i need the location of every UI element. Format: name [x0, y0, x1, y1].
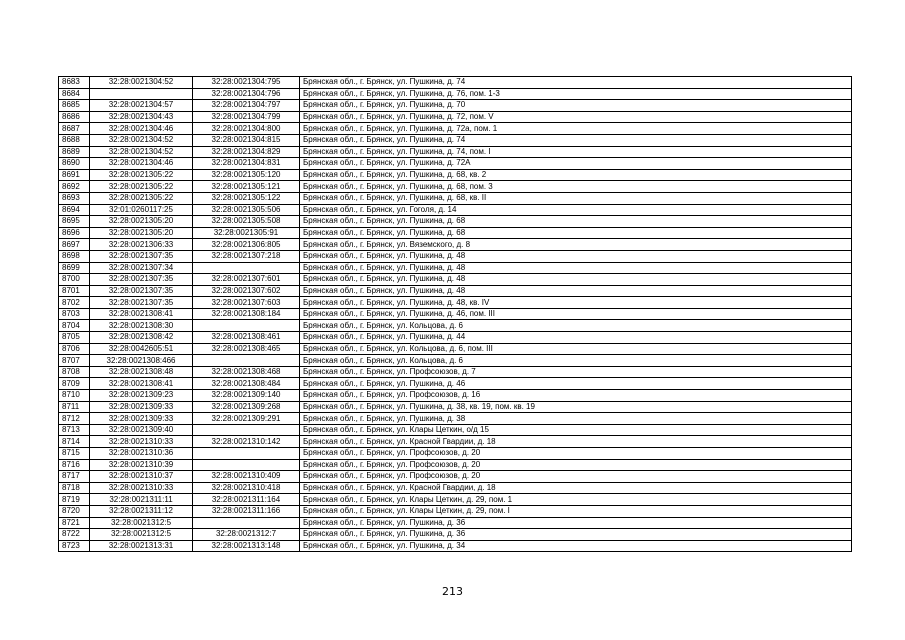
parcel-number-cell: 32:28:0021309:33: [90, 401, 193, 413]
parcel-number-cell: 32:28:0021307:34: [90, 262, 193, 274]
address-cell: Брянская обл., г. Брянск, ул. Пушкина, д. 44: [300, 332, 852, 344]
address-cell: Брянская обл., г. Брянск, ул. Профсоюзов, д. 20: [300, 448, 852, 460]
parcel-number-cell: 32:28:0021308:42: [90, 332, 193, 344]
table-row: [59, 366, 852, 378]
address-cell: Брянская обл., г. Брянск, ул. Пушкина, д. 68: [300, 216, 852, 228]
row-number-cell: 8695: [59, 216, 90, 228]
address-cell: Брянская обл., г. Брянск, ул. Пушкина, д. 38: [300, 413, 852, 425]
building-number-cell: 32:28:0021307:218: [193, 250, 300, 262]
address-cell: Брянская обл., г. Брянск, ул. Пушкина, д. 48: [300, 274, 852, 286]
building-number-cell: 32:28:0021308:184: [193, 308, 300, 320]
table-row: [59, 227, 852, 239]
parcel-number-cell: 32:28:0021305:22: [90, 192, 193, 204]
address-cell: Брянская обл., г. Брянск, ул. Красной Гвардии, д. 18: [300, 482, 852, 494]
row-number-cell: 8711: [59, 401, 90, 413]
parcel-number-cell: [90, 88, 193, 100]
address-cell: Брянская обл., г. Брянск, ул. Пушкина, д. 68: [300, 227, 852, 239]
parcel-number-cell: 32:28:0021310:39: [90, 459, 193, 471]
table-row: [59, 424, 852, 436]
row-number-cell: 8714: [59, 436, 90, 448]
parcel-number-cell: 32:28:0021308:41: [90, 308, 193, 320]
table-row: [59, 378, 852, 390]
parcel-number-cell: 32:28:0021307:35: [90, 274, 193, 286]
building-number-cell: 32:28:0021304:800: [193, 123, 300, 135]
parcel-number-cell: 32:28:0021305:22: [90, 169, 193, 181]
address-cell: Брянская обл., г. Брянск, ул. Пушкина, д. 72а, пом. 1: [300, 123, 852, 135]
table-row: [59, 471, 852, 483]
parcel-number-cell: 32:28:0021309:33: [90, 413, 193, 425]
table-row: [59, 250, 852, 262]
row-number-cell: 8692: [59, 181, 90, 193]
building-number-cell: 32:28:0021305:91: [193, 227, 300, 239]
building-number-cell: [193, 320, 300, 332]
building-number-cell: 32:28:0021309:268: [193, 401, 300, 413]
table-row: [59, 308, 852, 320]
records-table: [58, 76, 852, 552]
row-number-cell: 8707: [59, 355, 90, 367]
address-cell: Брянская обл., г. Брянск, ул. Кольцова, д. 6: [300, 320, 852, 332]
address-cell: Брянская обл., г. Брянск, ул. Пушкина, д. 36: [300, 529, 852, 541]
building-number-cell: 32:28:0021304:829: [193, 146, 300, 158]
address-cell: Брянская обл., г. Брянск, ул. Пушкина, д. 34: [300, 540, 852, 552]
table-row: [59, 158, 852, 170]
address-cell: Брянская обл., г. Брянск, ул. Вяземского, д. 8: [300, 239, 852, 251]
table-row: [59, 239, 852, 251]
table-row: [59, 529, 852, 541]
building-number-cell: 32:28:0021310:409: [193, 471, 300, 483]
building-number-cell: 32:28:0021304:815: [193, 134, 300, 146]
row-number-cell: 8721: [59, 517, 90, 529]
table-row: [59, 262, 852, 274]
parcel-number-cell: 32:28:0021308:466: [90, 355, 193, 367]
parcel-number-cell: 32:28:0021305:20: [90, 227, 193, 239]
row-number-cell: 8687: [59, 123, 90, 135]
parcel-number-cell: 32:28:0021310:36: [90, 448, 193, 460]
parcel-number-cell: 32:28:0021308:41: [90, 378, 193, 390]
parcel-number-cell: 32:28:0021304:52: [90, 77, 193, 89]
parcel-number-cell: 32:28:0021307:35: [90, 285, 193, 297]
address-cell: Брянская обл., г. Брянск, ул. Клары Цеткин, д. 29, пом. 1: [300, 494, 852, 506]
row-number-cell: 8722: [59, 529, 90, 541]
table-row: [59, 88, 852, 100]
building-number-cell: 32:28:0021304:796: [193, 88, 300, 100]
parcel-number-cell: 32:28:0021304:52: [90, 146, 193, 158]
row-number-cell: 8686: [59, 111, 90, 123]
table-row: [59, 134, 852, 146]
building-number-cell: 32:28:0021308:468: [193, 366, 300, 378]
address-cell: Брянская обл., г. Брянск, ул. Пушкина, д. 48, кв. IV: [300, 297, 852, 309]
table-row: [59, 390, 852, 402]
table-row: [59, 169, 852, 181]
building-number-cell: [193, 448, 300, 460]
building-number-cell: 32:28:0021311:166: [193, 505, 300, 517]
table-row: [59, 111, 852, 123]
parcel-number-cell: 32:28:0021310:33: [90, 436, 193, 448]
row-number-cell: 8719: [59, 494, 90, 506]
building-number-cell: 32:28:0021308:461: [193, 332, 300, 344]
row-number-cell: 8705: [59, 332, 90, 344]
building-number-cell: 32:28:0021309:291: [193, 413, 300, 425]
building-number-cell: 32:28:0021304:797: [193, 100, 300, 112]
building-number-cell: 32:28:0021313:148: [193, 540, 300, 552]
row-number-cell: 8710: [59, 390, 90, 402]
parcel-number-cell: 32:28:0021311:11: [90, 494, 193, 506]
building-number-cell: 32:28:0021304:799: [193, 111, 300, 123]
address-cell: Брянская обл., г. Брянск, ул. Пушкина, д. 36: [300, 517, 852, 529]
building-number-cell: [193, 459, 300, 471]
address-cell: Брянская обл., г. Брянск, ул. Пушкина, д. 46, пом. III: [300, 308, 852, 320]
building-number-cell: 32:28:0021305:121: [193, 181, 300, 193]
table-row: [59, 181, 852, 193]
parcel-number-cell: 32:28:0021305:20: [90, 216, 193, 228]
parcel-number-cell: 32:28:0021312:5: [90, 517, 193, 529]
building-number-cell: 32:28:0021312:7: [193, 529, 300, 541]
row-number-cell: 8715: [59, 448, 90, 460]
parcel-number-cell: 32:28:0021311:12: [90, 505, 193, 517]
table-row: [59, 436, 852, 448]
address-cell: Брянская обл., г. Брянск, ул. Пушкина, д. 38, кв. 19, пом. кв. 19: [300, 401, 852, 413]
row-number-cell: 8683: [59, 77, 90, 89]
table-row: [59, 517, 852, 529]
parcel-number-cell: 32:28:0021310:37: [90, 471, 193, 483]
address-cell: Брянская обл., г. Брянск, ул. Пушкина, д. 72, пом. V: [300, 111, 852, 123]
table-row: [59, 146, 852, 158]
address-cell: Брянская обл., г. Брянск, ул. Пушкина, д. 68, кв. 2: [300, 169, 852, 181]
row-number-cell: 8693: [59, 192, 90, 204]
table-row: [59, 123, 852, 135]
address-cell: Брянская обл., г. Брянск, ул. Кольцова, д. 6, пом. III: [300, 343, 852, 355]
row-number-cell: 8708: [59, 366, 90, 378]
row-number-cell: 8685: [59, 100, 90, 112]
parcel-number-cell: 32:28:0021304:46: [90, 158, 193, 170]
address-cell: Брянская обл., г. Брянск, ул. Пушкина, д. 74, пом. I: [300, 146, 852, 158]
parcel-number-cell: 32:28:0021308:30: [90, 320, 193, 332]
parcel-number-cell: 32:28:0021307:35: [90, 250, 193, 262]
address-cell: Брянская обл., г. Брянск, ул. Пушкина, д. 74: [300, 77, 852, 89]
parcel-number-cell: 32:28:0021308:48: [90, 366, 193, 378]
address-cell: Брянская обл., г. Брянск, ул. Пушкина, д. 48: [300, 250, 852, 262]
row-number-cell: 8723: [59, 540, 90, 552]
address-cell: Брянская обл., г. Брянск, ул. Пушкина, д. 48: [300, 285, 852, 297]
building-number-cell: 32:28:0021305:122: [193, 192, 300, 204]
building-number-cell: 32:28:0021304:795: [193, 77, 300, 89]
table-row: [59, 297, 852, 309]
row-number-cell: 8697: [59, 239, 90, 251]
row-number-cell: 8684: [59, 88, 90, 100]
table-row: [59, 459, 852, 471]
building-number-cell: 32:28:0021308:484: [193, 378, 300, 390]
address-cell: Брянская обл., г. Брянск, ул. Красной Гвардии, д. 18: [300, 436, 852, 448]
row-number-cell: 8702: [59, 297, 90, 309]
row-number-cell: 8691: [59, 169, 90, 181]
row-number-cell: 8720: [59, 505, 90, 517]
records-table-body: [59, 77, 852, 552]
building-number-cell: 32:28:0021306:805: [193, 239, 300, 251]
address-cell: Брянская обл., г. Брянск, ул. Клары Цеткин, д. 29, пом. I: [300, 505, 852, 517]
parcel-number-cell: 32:28:0021310:33: [90, 482, 193, 494]
table-row: [59, 192, 852, 204]
building-number-cell: 32:28:0021307:603: [193, 297, 300, 309]
row-number-cell: 8706: [59, 343, 90, 355]
parcel-number-cell: 32:28:0021304:57: [90, 100, 193, 112]
address-cell: Брянская обл., г. Брянск, ул. Гоголя, д. 14: [300, 204, 852, 216]
address-cell: Брянская обл., г. Брянск, ул. Пушкина, д. 46: [300, 378, 852, 390]
address-cell: Брянская обл., г. Брянск, ул. Профсоюзов, д. 16: [300, 390, 852, 402]
parcel-number-cell: 32:28:0021304:43: [90, 111, 193, 123]
row-number-cell: 8690: [59, 158, 90, 170]
table-row: [59, 355, 852, 367]
building-number-cell: [193, 262, 300, 274]
parcel-number-cell: 32:28:0021309:23: [90, 390, 193, 402]
address-cell: Брянская обл., г. Брянск, ул. Клары Цеткин, о/д 15: [300, 424, 852, 436]
row-number-cell: 8688: [59, 134, 90, 146]
address-cell: Брянская обл., г. Брянск, ул. Пушкина, д. 72А: [300, 158, 852, 170]
address-cell: Брянская обл., г. Брянск, ул. Пушкина, д. 68, пом. 3: [300, 181, 852, 193]
table-row: [59, 540, 852, 552]
parcel-number-cell: 32:28:0021309:40: [90, 424, 193, 436]
parcel-number-cell: 32:28:0042605:51: [90, 343, 193, 355]
building-number-cell: 32:28:0021305:508: [193, 216, 300, 228]
row-number-cell: 8717: [59, 471, 90, 483]
building-number-cell: 32:28:0021308:465: [193, 343, 300, 355]
row-number-cell: 8716: [59, 459, 90, 471]
address-cell: Брянская обл., г. Брянск, ул. Пушкина, д. 70: [300, 100, 852, 112]
parcel-number-cell: 32:28:0021307:35: [90, 297, 193, 309]
table-row: [59, 401, 852, 413]
address-cell: Брянская обл., г. Брянск, ул. Пушкина, д. 76, пом. 1-3: [300, 88, 852, 100]
row-number-cell: 8698: [59, 250, 90, 262]
parcel-number-cell: 32:28:0021304:46: [90, 123, 193, 135]
row-number-cell: 8712: [59, 413, 90, 425]
table-row: [59, 413, 852, 425]
table-row: [59, 494, 852, 506]
table-row: [59, 482, 852, 494]
page-number: 213: [442, 585, 463, 598]
table-row: [59, 285, 852, 297]
row-number-cell: 8696: [59, 227, 90, 239]
row-number-cell: 8689: [59, 146, 90, 158]
building-number-cell: 32:28:0021305:120: [193, 169, 300, 181]
building-number-cell: 32:28:0021310:418: [193, 482, 300, 494]
parcel-number-cell: 32:28:0021306:33: [90, 239, 193, 251]
address-cell: Брянская обл., г. Брянск, ул. Кольцова, д. 6: [300, 355, 852, 367]
address-cell: Брянская обл., г. Брянск, ул. Пушкина, д. 74: [300, 134, 852, 146]
row-number-cell: 8694: [59, 204, 90, 216]
row-number-cell: 8709: [59, 378, 90, 390]
row-number-cell: 8704: [59, 320, 90, 332]
address-cell: Брянская обл., г. Брянск, ул. Профсоюзов, д. 20: [300, 459, 852, 471]
building-number-cell: 32:28:0021310:142: [193, 436, 300, 448]
table-row: [59, 77, 852, 89]
building-number-cell: [193, 424, 300, 436]
parcel-number-cell: 32:28:0021313:31: [90, 540, 193, 552]
table-row: [59, 100, 852, 112]
table-row: [59, 448, 852, 460]
address-cell: Брянская обл., г. Брянск, ул. Пушкина, д. 68, кв. II: [300, 192, 852, 204]
parcel-number-cell: 32:28:0021312:5: [90, 529, 193, 541]
row-number-cell: 8701: [59, 285, 90, 297]
row-number-cell: 8700: [59, 274, 90, 286]
table-row: [59, 343, 852, 355]
address-cell: Брянская обл., г. Брянск, ул. Пушкина, д. 48: [300, 262, 852, 274]
building-number-cell: [193, 355, 300, 367]
row-number-cell: 8713: [59, 424, 90, 436]
building-number-cell: 32:28:0021311:164: [193, 494, 300, 506]
building-number-cell: 32:28:0021304:831: [193, 158, 300, 170]
building-number-cell: 32:28:0021307:602: [193, 285, 300, 297]
address-cell: Брянская обл., г. Брянск, ул. Профсоюзов, д. 7: [300, 366, 852, 378]
parcel-number-cell: 32:28:0021305:22: [90, 181, 193, 193]
row-number-cell: 8703: [59, 308, 90, 320]
table-row: [59, 320, 852, 332]
parcel-number-cell: 32:01:0260117:25: [90, 204, 193, 216]
table-row: [59, 204, 852, 216]
address-cell: Брянская обл., г. Брянск, ул. Профсоюзов, д. 20: [300, 471, 852, 483]
table-row: [59, 332, 852, 344]
building-number-cell: [193, 517, 300, 529]
table-row: [59, 505, 852, 517]
table-row: [59, 216, 852, 228]
building-number-cell: 32:28:0021307:601: [193, 274, 300, 286]
building-number-cell: 32:28:0021305:506: [193, 204, 300, 216]
row-number-cell: 8718: [59, 482, 90, 494]
row-number-cell: 8699: [59, 262, 90, 274]
table-row: [59, 274, 852, 286]
building-number-cell: 32:28:0021309:140: [193, 390, 300, 402]
parcel-number-cell: 32:28:0021304:52: [90, 134, 193, 146]
